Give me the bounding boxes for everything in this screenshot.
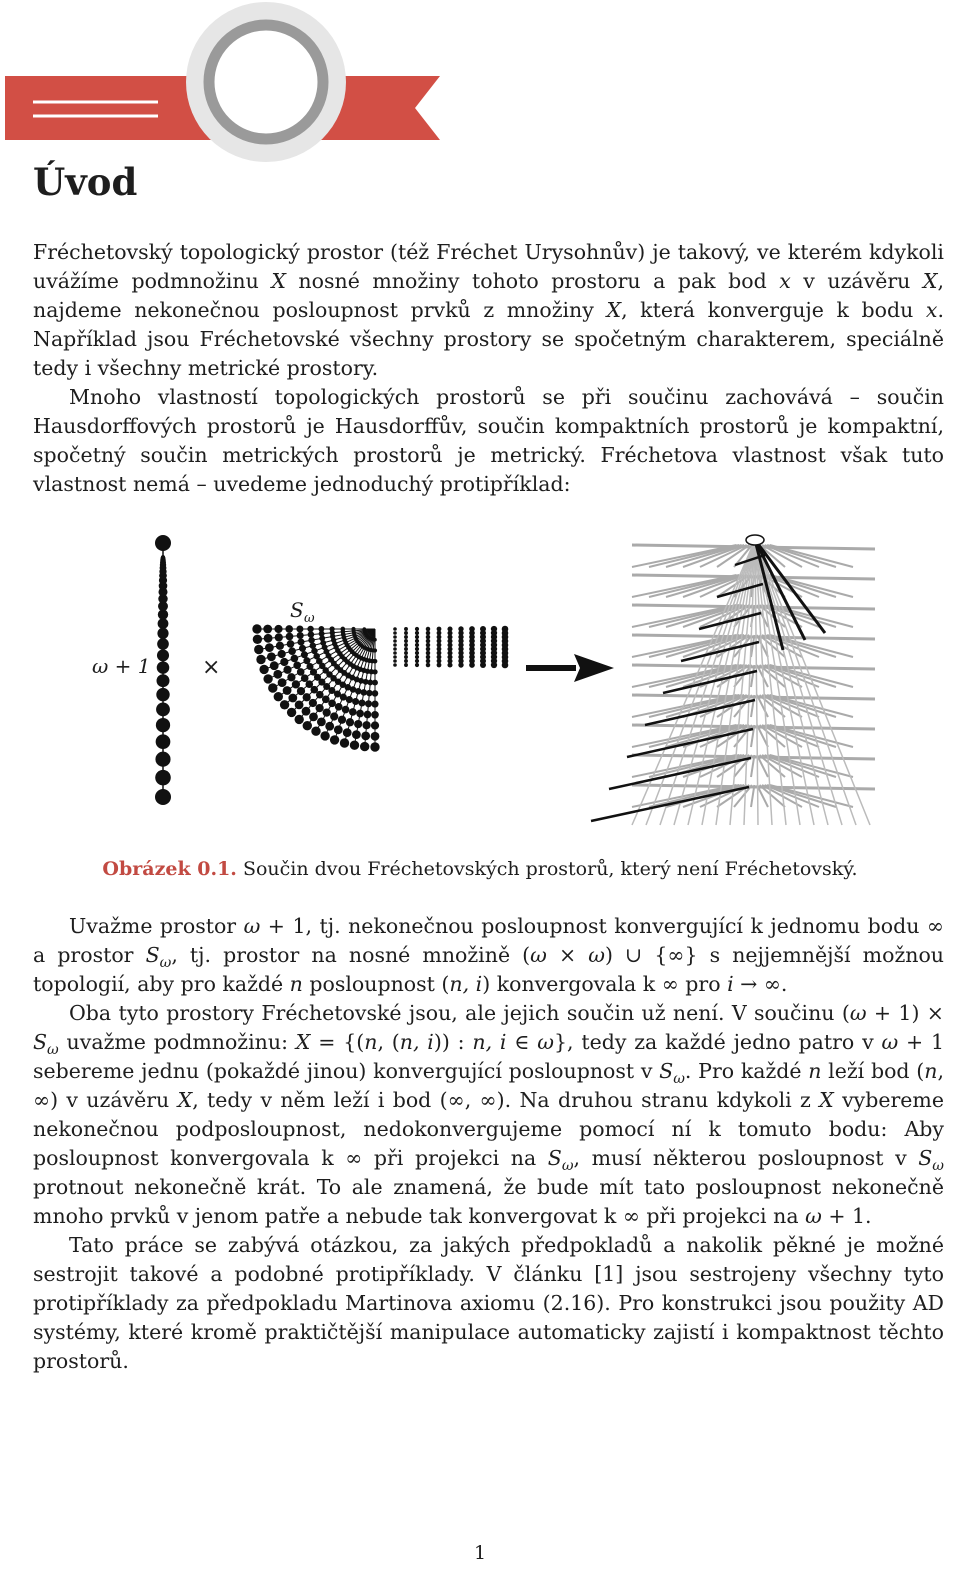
math: X	[922, 269, 938, 293]
fan-point	[273, 670, 282, 679]
product-level	[632, 725, 875, 729]
math: ω	[881, 1030, 899, 1054]
fan-point	[415, 659, 419, 663]
math: ω	[849, 1001, 867, 1025]
fan-point	[366, 690, 373, 697]
text-run: + 1, tj. nekonečnou posloupnost konvergující k jednomu bodu ∞ a prostor	[33, 914, 945, 967]
chain-point	[161, 555, 164, 558]
fan-point	[291, 655, 299, 663]
fan-point	[372, 669, 377, 674]
product-level	[632, 695, 875, 699]
chain-point	[157, 649, 169, 661]
fan-point	[297, 668, 305, 676]
text-run: → ∞.	[733, 972, 788, 996]
fan-point	[404, 639, 408, 643]
fan-point	[346, 718, 354, 726]
fan-point	[393, 631, 397, 635]
fan-point	[254, 645, 263, 654]
caption-text: Součin dvou Fréchetovských prostorů, který není Fréchetovský.	[242, 858, 858, 880]
fan-point	[352, 730, 361, 739]
fan-point	[256, 655, 265, 664]
paragraph-4	[33, 999, 944, 1231]
math: S	[918, 1146, 933, 1170]
fan-point	[393, 655, 397, 659]
fan-point	[358, 699, 365, 706]
math-sub: ω	[673, 1071, 685, 1088]
chain-point	[156, 702, 170, 716]
fan-point	[404, 659, 408, 663]
text-run: Oba tyto prostory Fréchetovské jsou, ale jejich součin už není. V součinu (	[69, 1001, 850, 1025]
text-run: + 1) ×	[866, 1001, 944, 1025]
fan-point	[404, 655, 408, 659]
fan-point	[265, 643, 274, 652]
fan-point	[393, 635, 397, 639]
fan-point	[303, 721, 312, 730]
product-level	[632, 605, 875, 609]
text-run: uvažme podmnožinu:	[58, 1030, 296, 1054]
fan-point	[371, 721, 379, 729]
fan-point	[373, 648, 377, 652]
fan-point	[280, 658, 288, 666]
chain-point	[157, 661, 170, 674]
fan-point	[360, 742, 369, 751]
fan-point	[349, 708, 357, 716]
fan-point	[372, 680, 378, 686]
fan-point	[393, 659, 397, 663]
fan-point	[350, 741, 359, 750]
fan-point	[338, 716, 346, 724]
s-omega-fan	[252, 624, 508, 751]
math-sub: ω	[932, 1158, 944, 1175]
fan-point	[415, 635, 419, 639]
fan-point	[491, 662, 497, 668]
text-run: , najdeme nekonečnou posloupnost prvků z množiny	[33, 269, 944, 322]
product-space-diagram	[591, 535, 875, 825]
fan-point	[415, 663, 419, 667]
text-run: , která konverguje k bodu	[621, 298, 926, 322]
product-level	[632, 785, 875, 789]
math: n, i	[449, 972, 483, 996]
fan-point	[458, 662, 463, 667]
fan-point	[426, 639, 431, 644]
math: n	[364, 1030, 378, 1054]
fan-point	[330, 735, 339, 744]
omega-plus-one-chain	[155, 535, 171, 805]
math: S	[659, 1059, 674, 1083]
fan-point	[316, 691, 324, 699]
text-run: = {(	[310, 1030, 365, 1054]
math-sub: ω	[47, 1042, 59, 1059]
math: ω	[537, 1030, 554, 1054]
paragraph-3	[33, 912, 944, 999]
math: n, i	[472, 1030, 507, 1054]
fan-point	[373, 638, 377, 642]
s-letter: S	[290, 598, 304, 622]
math: S	[145, 943, 160, 967]
math: x	[925, 298, 938, 322]
fan-point	[287, 708, 296, 717]
s-omega-label	[290, 598, 315, 626]
paragraph-2: Mnoho vlastností topologických prostorů se při součinu zachovává – součin Hausdorffových prostorů je Hausdorffův, součin kompaktních prostorů je kompaktní, spočetný součin metrických prostorů je metrický. Fréchetova vlastnost však tuto vlastnost nemá – uvedeme jednoduchý protipříklad:	[33, 385, 944, 496]
fan-point	[370, 742, 379, 751]
arrow-icon	[526, 654, 614, 682]
text-run: + 1.	[821, 1204, 872, 1228]
fan-point	[393, 651, 397, 655]
fan-point	[278, 678, 287, 687]
fan-point	[352, 698, 359, 705]
fan-point	[274, 625, 282, 633]
fan-point	[426, 659, 431, 664]
math: X	[819, 1088, 834, 1112]
fan-point	[426, 635, 431, 640]
text-run: posloupnost (	[302, 972, 450, 996]
fan-point	[292, 680, 300, 688]
math: n	[924, 1059, 938, 1083]
fan-point	[328, 699, 336, 707]
fan-point	[469, 662, 475, 668]
chapter-banner	[0, 0, 960, 170]
math: n	[808, 1059, 822, 1083]
product-level	[632, 665, 875, 669]
math: n, i	[399, 1030, 434, 1054]
fan-point	[296, 625, 303, 632]
fan-point	[320, 731, 329, 740]
fan-point	[287, 673, 295, 681]
fan-point	[480, 662, 486, 668]
fan-point	[253, 635, 262, 644]
product-ray	[755, 540, 870, 825]
fan-point	[404, 631, 408, 635]
chapter-title: Úvod	[33, 160, 138, 204]
product-level	[632, 635, 875, 639]
limit-point-open	[746, 535, 764, 545]
fan-point	[404, 663, 408, 667]
fan-point	[323, 708, 331, 716]
fan-point	[364, 711, 372, 719]
fan-point	[502, 662, 509, 669]
text-run: Fréchetovský topologický prostor (též Fréchet Urysohnův) je takový, ve kterém kdykoli uvážíme podmnožinu	[33, 240, 944, 293]
math: X	[295, 1030, 311, 1054]
fan-point	[309, 699, 317, 707]
fan-point	[361, 731, 370, 740]
chain-point	[157, 674, 170, 687]
fan-point	[307, 626, 314, 633]
fan-point	[415, 639, 419, 643]
fan-point	[404, 643, 408, 647]
product-level	[632, 755, 875, 759]
fan-point	[293, 661, 301, 669]
figure-product-diagram	[80, 525, 900, 840]
fan-point	[356, 710, 364, 718]
fan-point	[362, 721, 370, 729]
fan-point	[393, 643, 397, 647]
fan-point	[371, 701, 378, 708]
fan-point	[302, 707, 311, 716]
figure-caption	[0, 856, 960, 882]
fan-point	[415, 647, 419, 651]
fan-point	[371, 711, 379, 719]
fan-point	[297, 687, 305, 695]
fan-point	[283, 686, 292, 695]
math: x	[779, 269, 791, 293]
text-run: . Například jsou Fréchetovské všechny prostory se spočetným charakterem, speciálně tedy i všechny metrické prostory.	[33, 298, 945, 380]
chain-point	[155, 770, 171, 786]
fan-point	[335, 703, 343, 711]
fan-point	[330, 712, 338, 720]
fan-point	[268, 683, 277, 692]
fan-point	[252, 624, 261, 633]
fan-point	[309, 712, 318, 721]
fan-point	[415, 651, 419, 655]
fan-point	[354, 720, 362, 728]
intro-text	[33, 238, 944, 499]
fan-point	[295, 715, 304, 724]
page-number: 1	[473, 1542, 487, 1564]
fan-point	[426, 627, 431, 632]
fan-point	[295, 700, 304, 709]
fan-point	[373, 659, 378, 664]
text-run: ) ∪ {∞} s nejjemnější možnou topologií, aby pro každé	[33, 943, 944, 996]
text-run: protnout nekonečně krát. To ale znamená, že bude mít tato posloupnost nekonečně mnoho prvků v jenom patře a nebude tak konvergovat k ∞ při projekci na	[33, 1175, 944, 1228]
fan-point	[283, 666, 291, 674]
times-sign: ×	[202, 655, 221, 680]
fan-point	[288, 647, 296, 655]
fan-point	[365, 700, 372, 707]
text-run: , ∞) v uzávěru	[33, 1059, 944, 1112]
fan-point	[308, 637, 315, 644]
caption-label: Obrázek 0.1.	[102, 858, 237, 880]
fan-point	[264, 634, 273, 643]
fan-point	[286, 633, 294, 641]
fan-point	[297, 632, 304, 639]
fan-point	[342, 706, 350, 714]
fan-point	[447, 662, 452, 667]
fan-point	[285, 625, 293, 633]
fan-point	[276, 642, 284, 650]
fan-point	[297, 638, 304, 645]
math-sub: ω	[561, 1158, 574, 1175]
fan-point	[371, 732, 380, 741]
text-run: , tj. prostor na nosné množině (	[171, 943, 531, 967]
fan-point	[270, 661, 279, 670]
omega-plus-one-label: ω + 1	[92, 654, 151, 678]
fan-point	[315, 704, 323, 712]
paragraph-5: Tato práce se zabývá otázkou, za jakých předpokladů a nakolik pěkné je možné sestrojit takové a podobné protipříklady. V článku [1] jsou sestrojeny všechny tyto protipříklady za předpokladu Martinova axiomu (2.16). Pro konstrukci jsou použity AD systémy, které kromě praktičtější manipulace automaticky zajistí i kompaktnost těchto prostorů.	[33, 1233, 944, 1373]
fan-point	[361, 689, 368, 696]
fan-point	[415, 627, 419, 631]
chain-point	[155, 789, 171, 805]
fan-point	[393, 647, 397, 651]
text-run: Uvažme prostor	[69, 914, 244, 938]
fan-point	[372, 690, 379, 697]
fan-point	[340, 738, 349, 747]
text-run: )) :	[433, 1030, 473, 1054]
fan-point	[322, 695, 330, 703]
fan-point	[426, 643, 431, 648]
s-subscript: ω	[304, 611, 315, 626]
fan-point	[278, 650, 286, 658]
fan-point	[288, 694, 297, 703]
chain-point	[157, 628, 168, 639]
text-run: , musí některou posloupnost v	[573, 1146, 919, 1170]
math: ω	[243, 914, 261, 938]
chain-point	[155, 752, 170, 767]
fan-point	[325, 722, 334, 731]
chain-point	[156, 734, 171, 749]
text-run: vybereme nekonečnou podposloupnost, nedokonvergujeme pomocí ní k tomuto bodu: Aby posloupnost konvergovala k ∞ při projekci na	[33, 1088, 944, 1170]
text-run: nosné množiny tohoto prostoru a pak bod	[285, 269, 780, 293]
fan-point	[259, 665, 268, 674]
math: i	[727, 972, 734, 996]
fan-point	[404, 651, 408, 655]
product-ray	[666, 545, 742, 567]
text-run: ∈	[506, 1030, 538, 1054]
fan-point	[308, 631, 315, 638]
fan-point	[426, 663, 431, 668]
fan-point	[415, 643, 419, 647]
fan-point	[415, 631, 419, 635]
chain-point	[156, 718, 170, 732]
fan-point	[267, 652, 276, 661]
fan-point	[287, 640, 295, 648]
math: ω × ω	[530, 943, 605, 967]
math: X	[177, 1088, 193, 1112]
fan-point	[299, 645, 306, 652]
fan-point	[317, 717, 326, 726]
text-run: + 1 sebereme jednu (pokaždé jinou) konvergující posloupnost v	[33, 1030, 945, 1083]
fan-point	[274, 692, 283, 701]
text-run: }, tedy za každé jedno patro v	[554, 1030, 882, 1054]
fan-point	[393, 639, 397, 643]
text-run: , (	[377, 1030, 400, 1054]
fan-point	[404, 635, 408, 639]
fan-point	[346, 696, 353, 703]
body-text	[33, 912, 944, 1376]
fan-point	[275, 633, 283, 641]
math-sub: ω	[159, 955, 172, 972]
text-run: . Pro každé	[684, 1059, 809, 1083]
fan-point	[426, 651, 431, 656]
paragraph-1	[33, 238, 944, 383]
text-run: , tedy v něm leží i bod (∞, ∞). Na druhou stranu kdykoli z	[192, 1088, 820, 1112]
math: X	[271, 269, 286, 293]
fan-point	[311, 727, 320, 736]
fan-point	[334, 725, 343, 734]
fan-point	[404, 627, 408, 631]
fan-point	[303, 693, 311, 701]
fan-point	[393, 663, 397, 667]
fan-point	[437, 663, 442, 668]
fan-point	[343, 728, 352, 737]
fan-point	[426, 631, 431, 636]
text-run: v uzávěru	[790, 269, 923, 293]
fan-point	[263, 625, 272, 634]
chain-limit-point	[155, 535, 171, 551]
math: S	[547, 1146, 562, 1170]
chain-point	[156, 688, 169, 701]
fan-point	[280, 700, 289, 709]
text-run: leží bod (	[821, 1059, 925, 1083]
fan-point	[301, 674, 309, 682]
fan-point	[393, 627, 397, 631]
selected-sequence	[591, 787, 749, 821]
math: ω	[805, 1204, 822, 1228]
chain-point	[157, 638, 169, 650]
ring-icon	[209, 25, 323, 139]
math: S	[33, 1030, 48, 1054]
chain-point	[158, 618, 169, 629]
fan-point	[415, 655, 419, 659]
fan-point	[426, 655, 431, 660]
math: n	[289, 972, 303, 996]
fan-point	[355, 688, 362, 695]
fan-point	[426, 647, 431, 652]
fan-point	[263, 674, 272, 683]
math: X	[606, 298, 622, 322]
text-run: ) konvergovala k ∞ pro	[482, 972, 728, 996]
fan-point	[404, 647, 408, 651]
